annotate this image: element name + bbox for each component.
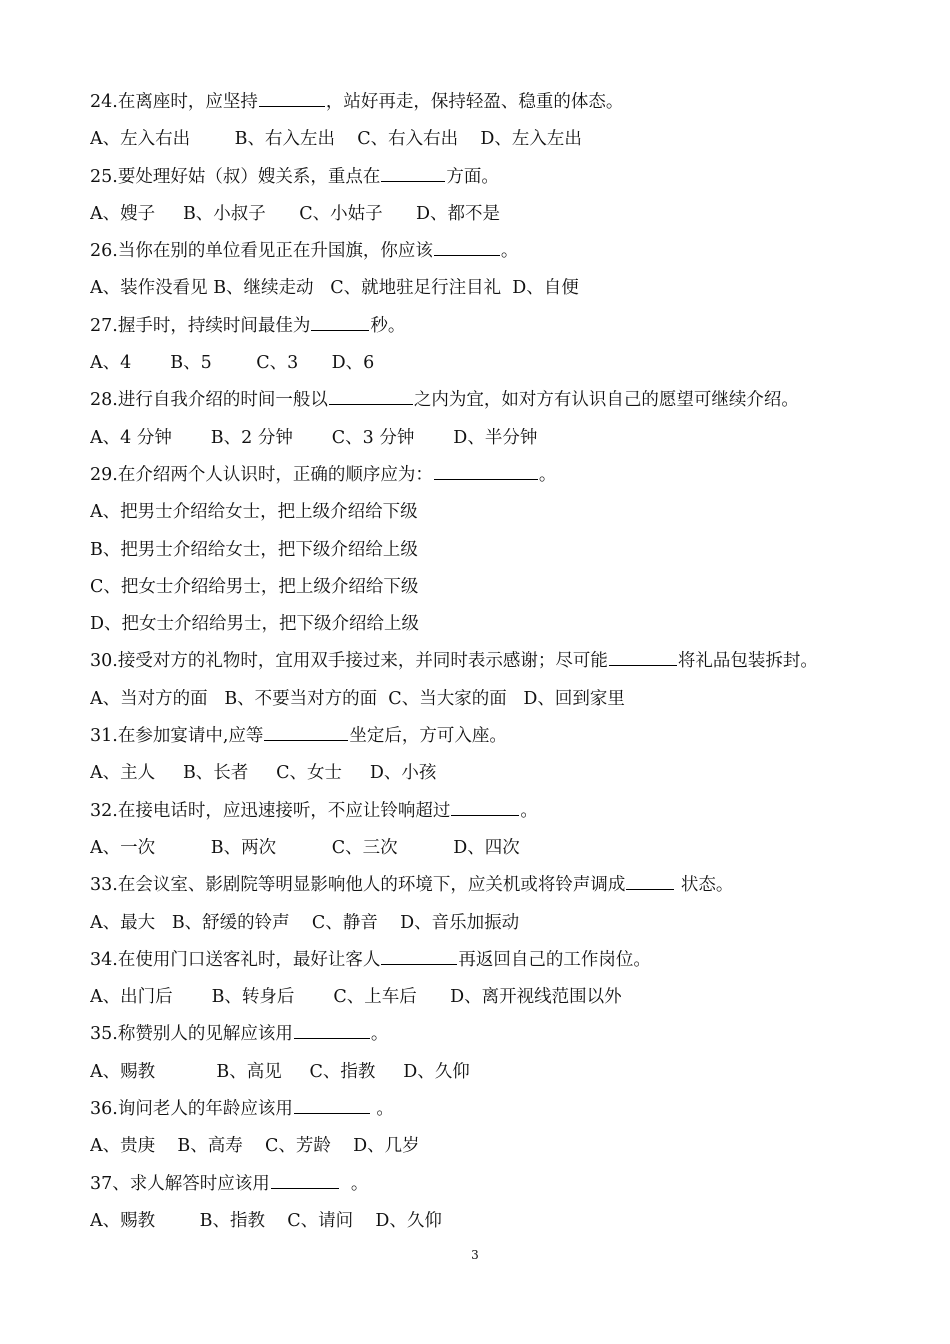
question-line <box>90 457 900 494</box>
question-text: 33.在会议室、影剧院等明显影响他人的环境下，应关机或将铃声调成 <box>90 875 626 896</box>
option-text: A、赐教 B、指教 C、请问 D、久仰 <box>90 1210 442 1231</box>
fill-in-blank <box>434 478 538 480</box>
question-text: 26.当你在别的单位看见正在升国旗，你应该 <box>90 241 433 262</box>
answer-options-line <box>90 1203 900 1240</box>
fill-in-blank <box>451 814 519 816</box>
answer-options-line <box>90 569 900 606</box>
question-text: 25.要处理好姑（叔）嫂关系，重点在 <box>90 166 381 187</box>
fill-in-blank <box>609 664 677 666</box>
question-line <box>90 1166 900 1203</box>
question-text: 36.询问老人的年龄应该用 <box>90 1099 293 1120</box>
question-line <box>90 1016 900 1053</box>
answer-options-line <box>90 345 900 382</box>
answer-options-line <box>90 121 900 158</box>
question-text: ，站好再走，保持轻盈、稳重的体态。 <box>325 92 624 112</box>
answer-options-line <box>90 681 900 718</box>
option-text: A、装作没看见 B、继续走动 C、就地驻足行注目礼 D、自便 <box>90 278 579 299</box>
answer-options-line <box>90 606 900 643</box>
answer-options-line <box>90 270 900 307</box>
question-text: 状态。 <box>675 875 734 896</box>
question-text: 坐定后，方可入座。 <box>349 726 507 747</box>
question-line <box>90 643 900 680</box>
question-text: 。 <box>339 1173 369 1194</box>
fill-in-blank <box>294 1037 370 1039</box>
answer-options-line <box>90 532 900 569</box>
question-text: 。 <box>538 464 557 485</box>
answer-options-line <box>90 830 900 867</box>
page-number: 3 <box>471 1248 479 1262</box>
question-line <box>90 718 900 755</box>
question-line <box>90 867 900 904</box>
fill-in-blank <box>381 963 457 965</box>
question-line <box>90 1091 900 1128</box>
option-text: A、当对方的面 B、不要当对方的面 C、当大家的面 D、回到家里 <box>90 688 625 709</box>
question-line <box>90 159 900 196</box>
option-text: A、主人 B、长者 C、女士 D、小孩 <box>90 763 437 784</box>
question-line <box>90 382 900 419</box>
fill-in-blank <box>294 1112 370 1114</box>
question-line <box>90 793 900 830</box>
option-text: A、把男士介绍给女士，把上级介绍给下级 <box>90 502 418 523</box>
option-text: A、左入右出 B、右入左出 C、右入右出 D、左入左出 <box>90 129 582 150</box>
answer-options-line <box>90 755 900 792</box>
question-text: 29.在介绍两个人认识时，正确的顺序应为： <box>90 464 433 485</box>
option-text: A、一次 B、两次 C、三次 D、四次 <box>90 837 520 858</box>
option-text: C、把女士介绍给男士，把上级介绍给下级 <box>90 576 419 597</box>
question-text: 24.在离座时，应坚持 <box>90 92 258 112</box>
question-text: 方面。 <box>446 166 499 187</box>
question-text: 。 <box>370 1099 394 1120</box>
option-text: D、把女士介绍给男士，把下级介绍给上级 <box>90 614 420 635</box>
question-text: 再返回自己的工作岗位。 <box>458 949 651 970</box>
option-text: A、出门后 B、转身后 C、上车后 D、离开视线范围以外 <box>90 987 622 1008</box>
answer-options-line <box>90 979 900 1016</box>
answer-options-line <box>90 1128 900 1165</box>
fill-in-blank <box>311 329 369 331</box>
question-text: 28.进行自我介绍的时间一般以 <box>90 390 328 411</box>
question-text: 。 <box>520 800 538 821</box>
question-text: 37、求人解答时应该用 <box>90 1173 270 1194</box>
answer-options-line <box>90 196 900 233</box>
question-line <box>90 942 900 979</box>
question-line <box>90 308 900 345</box>
question-text: 之内为宜，如对方有认识自己的愿望可继续介绍。 <box>413 390 799 411</box>
answer-options-line <box>90 494 900 531</box>
option-text: A、4 B、5 C、3 D、6 <box>90 353 375 374</box>
option-text: A、赐教 B、高见 C、指教 D、久仰 <box>90 1061 470 1082</box>
question-list <box>90 84 900 1240</box>
question-text: 35.称赞别人的见解应该用 <box>90 1024 293 1045</box>
question-text: 34.在使用门口送客礼时，最好让客人 <box>90 949 381 970</box>
question-text: 将礼品包装拆封。 <box>677 651 818 672</box>
answer-options-line <box>90 420 900 457</box>
question-text: 。 <box>370 1024 389 1045</box>
answer-options-line <box>90 1054 900 1091</box>
option-text: A、嫂子 B、小叔子 C、小姑子 D、都不是 <box>90 203 500 224</box>
fill-in-blank <box>329 403 413 405</box>
fill-in-blank <box>259 105 325 107</box>
question-line <box>90 84 900 121</box>
option-text: A、最大 B、舒缓的铃声 C、静音 D、音乐加振动 <box>90 912 520 933</box>
question-text: 32.在接电话时，应迅速接听，不应让铃响超过 <box>90 800 451 821</box>
option-text: A、4 分钟 B、2 分钟 C、3 分钟 D、半分钟 <box>90 427 538 448</box>
question-text: 27.握手时，持续时间最佳为 <box>90 315 311 336</box>
fill-in-blank <box>626 888 674 890</box>
option-text: B、把男士介绍给女士，把下级介绍给上级 <box>90 539 418 560</box>
question-text: 秒。 <box>370 315 406 336</box>
option-text: A、贵庚 B、高寿 C、芳龄 D、几岁 <box>90 1136 420 1157</box>
question-text: 31.在参加宴请中,应等 <box>90 726 264 747</box>
fill-in-blank <box>264 739 348 741</box>
question-text: 30.接受对方的礼物时，宜用双手接过来，并同时表示感谢；尽可能 <box>90 651 608 672</box>
question-text: 。 <box>500 241 519 262</box>
answer-options-line <box>90 905 900 942</box>
fill-in-blank <box>434 254 500 256</box>
fill-in-blank <box>271 1187 339 1189</box>
question-line <box>90 233 900 270</box>
fill-in-blank <box>381 180 445 182</box>
